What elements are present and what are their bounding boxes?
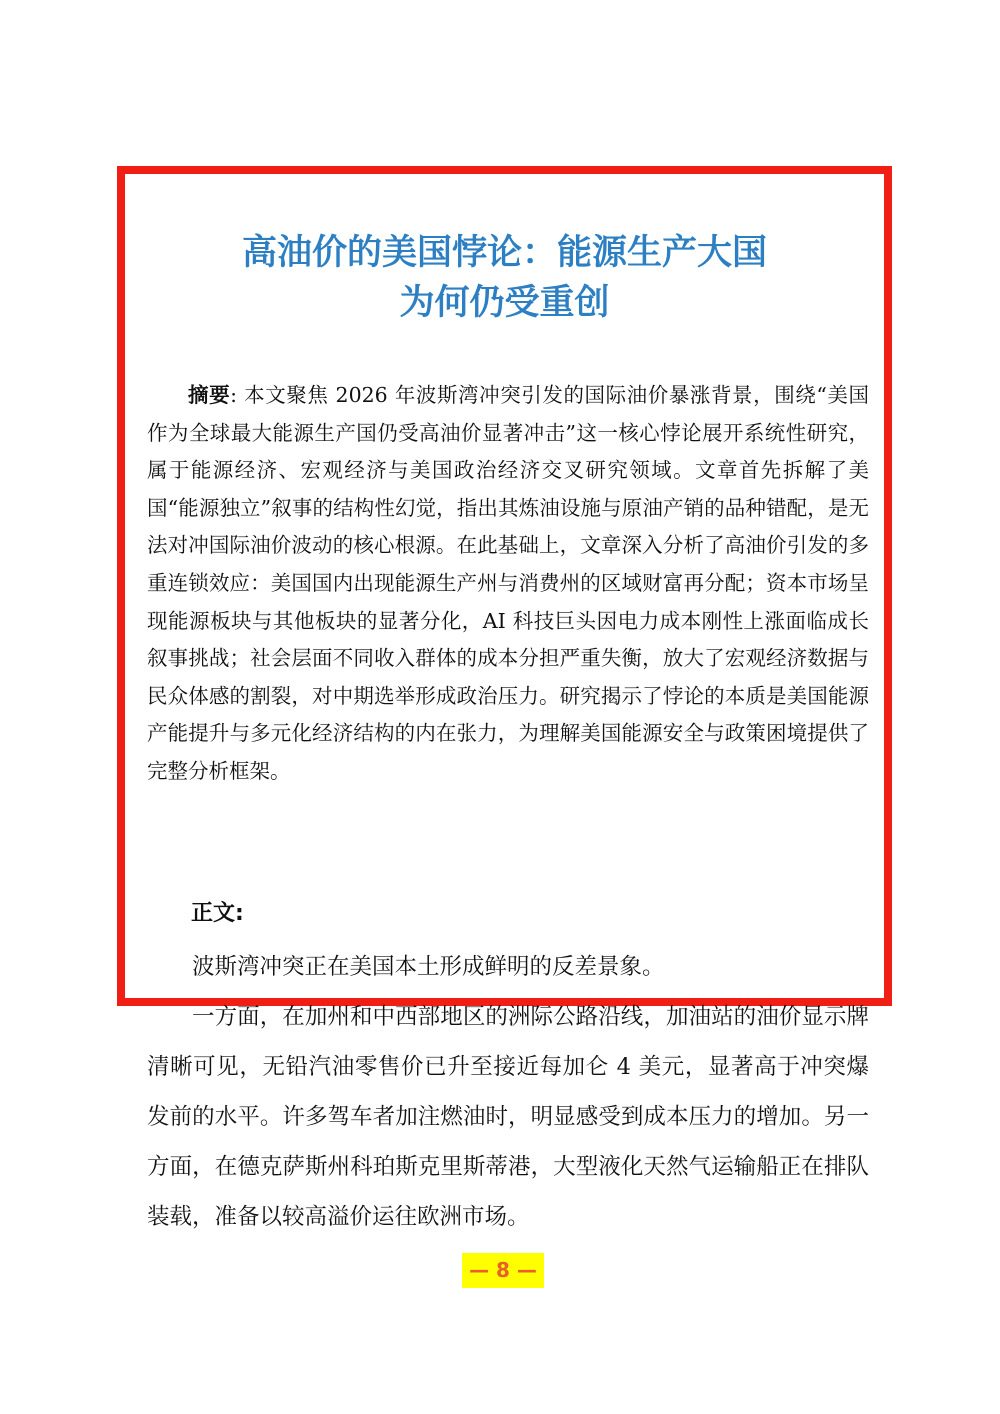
title-line-1: 高油价的美国悖论：能源生产大国 bbox=[241, 233, 767, 273]
abstract-label: 摘要 bbox=[188, 383, 231, 407]
document-frame bbox=[117, 166, 892, 1230]
abstract-section bbox=[147, 377, 869, 791]
body-heading: 正文: bbox=[191, 901, 244, 926]
body-paragraph-2: 一方面，在加州和中西部地区的洲际公路沿线，加油站的油价显示牌清晰可见，无铅汽油零售价已升至接近每加仑 4 美元，显著高于冲突爆发前的水平。许多驾车者加注燃油时，明显感受到成本压力的增加。另一方面，在德克萨斯州科珀斯克里斯蒂港，大型液化天然气运输船正在排队装载，准备以较高溢价运往欧洲市场。 bbox=[147, 1004, 869, 1230]
abstract-paragraph bbox=[147, 377, 869, 791]
body-paragraph-1: 波斯湾冲突正在美国本土形成鲜明的反差景象。 bbox=[192, 954, 665, 980]
abstract-text: : 本文聚焦 2026 年波斯湾冲突引发的国际油价暴涨背景，围绕“美国作为全球最大能源生产国仍受高油价显著冲击”这一核心悖论展开系统性研究，属于能源经济、宏观经济与美国政治经济交叉研究领域。文章首先拆解了美国“能源独立”叙事的结构性幻觉，指出其炼油设施与原油产销的品种错配，是无法对冲国际油价波动的核心根源。在此基础上，文章深入分析了高油价引发的多重连锁效应：美国国内出现能源生产州与消费州的区域财富再分配；资本市场呈现能源板块与其他板块的显著分化，AI 科技巨头因电力成本刚性上涨面临成长叙事挑战；社会层面不同收入群体的成本分担严重失衡，放大了宏观经济数据与民众体感的割裂，对中期选举形成政治压力。研究揭示了悖论的本质是美国能源产能提升与多元化经济结构的内在张力，为理解美国能源安全与政策困境提供了完整分析框架。 bbox=[147, 383, 869, 783]
page-title bbox=[125, 228, 884, 328]
body-section bbox=[147, 942, 869, 1242]
page-number: — 8 — bbox=[462, 1253, 544, 1288]
title-line-2: 为何仍受重创 bbox=[399, 283, 610, 323]
